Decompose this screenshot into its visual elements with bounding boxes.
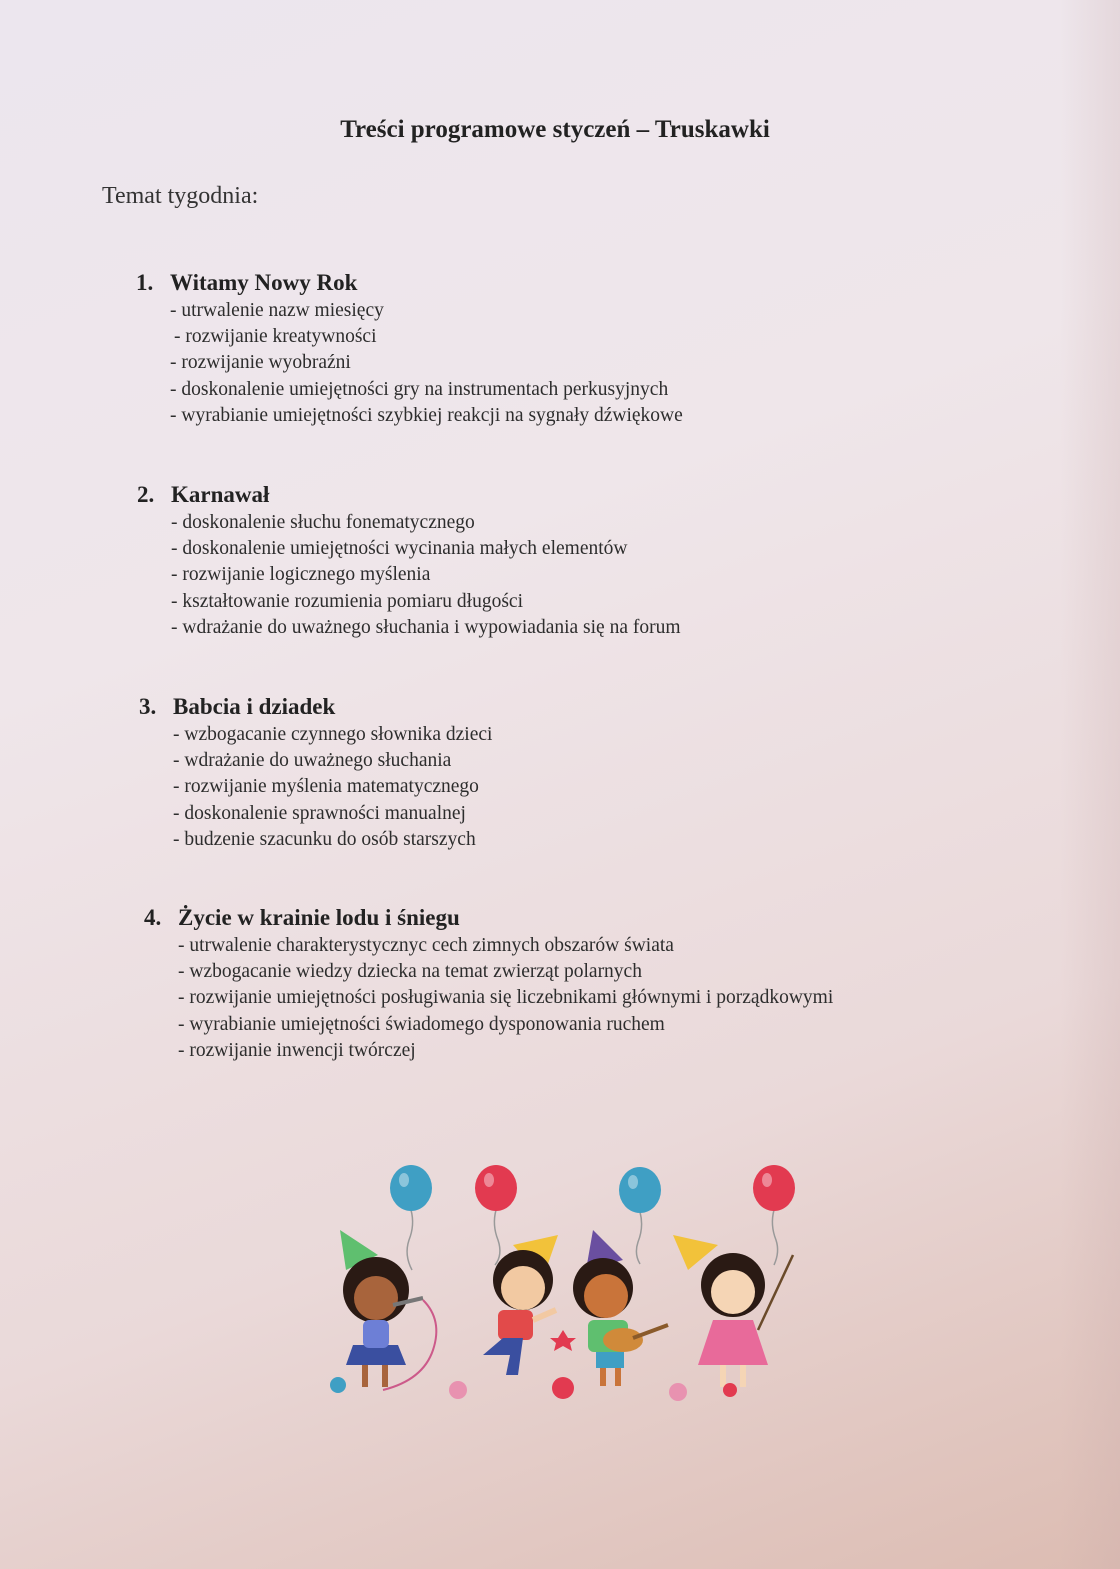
section-title: Karnawał <box>171 482 270 507</box>
list-item: - rozwijanie inwencji twórczej <box>178 1039 416 1061</box>
list-item: - kształtowanie rozumienia pomiaru długości <box>171 590 523 612</box>
week-topic-label: Temat tygodnia: <box>102 183 259 209</box>
section-title: Witamy Nowy Rok <box>170 270 358 295</box>
list-item: - utrwalenie charakterystycznyc cech zimnych obszarów świata <box>178 935 674 956</box>
list-item: - wzbogacanie wiedzy dziecka na temat zwierząt polarnych <box>178 961 642 983</box>
section-heading <box>144 903 833 933</box>
list-item: - doskonalenie sprawności manualnej <box>173 802 466 824</box>
list-item: - rozwijanie umiejętności posługiwania się liczebnikami głównymi i porządkowymi <box>178 987 834 1009</box>
list-item: - rozwijanie wyobraźni <box>170 352 351 374</box>
section-number: 2. <box>137 482 155 507</box>
paper-shadow <box>1060 0 1120 1569</box>
section-number: 4. <box>144 905 162 930</box>
list-item: - rozwijanie logicznego myślenia <box>171 564 431 586</box>
section-heading <box>136 268 683 298</box>
section-week-2 <box>137 480 681 641</box>
list-item: - rozwijanie kreatywności <box>174 326 377 348</box>
section-title: Życie w krainie lodu i śniegu <box>178 905 460 930</box>
section-week-3 <box>139 692 492 853</box>
section-items <box>139 722 492 853</box>
list-item: - utrwalenie nazw miesięcy <box>170 300 384 321</box>
list-item: - wdrażanie do uważnego słuchania i wypowiadania się na forum <box>171 616 681 638</box>
section-number: 1. <box>136 270 154 295</box>
list-item: - budzenie szacunku do osób starszych <box>173 828 476 850</box>
section-title: Babcia i dziadek <box>173 694 336 719</box>
list-item: - wdrażanie do uważnego słuchania <box>173 750 452 772</box>
section-week-4 <box>144 903 833 1064</box>
section-items <box>136 298 683 429</box>
section-heading <box>137 480 681 510</box>
list-item: - wzbogacanie czynnego słownika dzieci <box>173 724 493 745</box>
party-children-icon <box>318 1160 818 1405</box>
section-items <box>144 933 833 1064</box>
list-item: - rozwijanie myślenia matematycznego <box>173 776 479 798</box>
list-item: - doskonalenie słuchu fonematycznego <box>171 512 475 533</box>
list-item: - wyrabianie umiejętności szybkiej reakcji na sygnały dźwiękowe <box>170 404 683 426</box>
section-number: 3. <box>139 694 157 719</box>
page-title: Treści programowe styczeń – Truskawki <box>340 116 770 143</box>
list-item: - wyrabianie umiejętności świadomego dysponowania ruchem <box>178 1013 665 1035</box>
section-items <box>137 510 681 641</box>
list-item: - doskonalenie umiejętności gry na instrumentach perkusyjnych <box>170 378 669 400</box>
list-item: - doskonalenie umiejętności wycinania małych elementów <box>171 538 628 560</box>
section-week-1 <box>136 268 683 429</box>
section-heading <box>139 692 492 722</box>
